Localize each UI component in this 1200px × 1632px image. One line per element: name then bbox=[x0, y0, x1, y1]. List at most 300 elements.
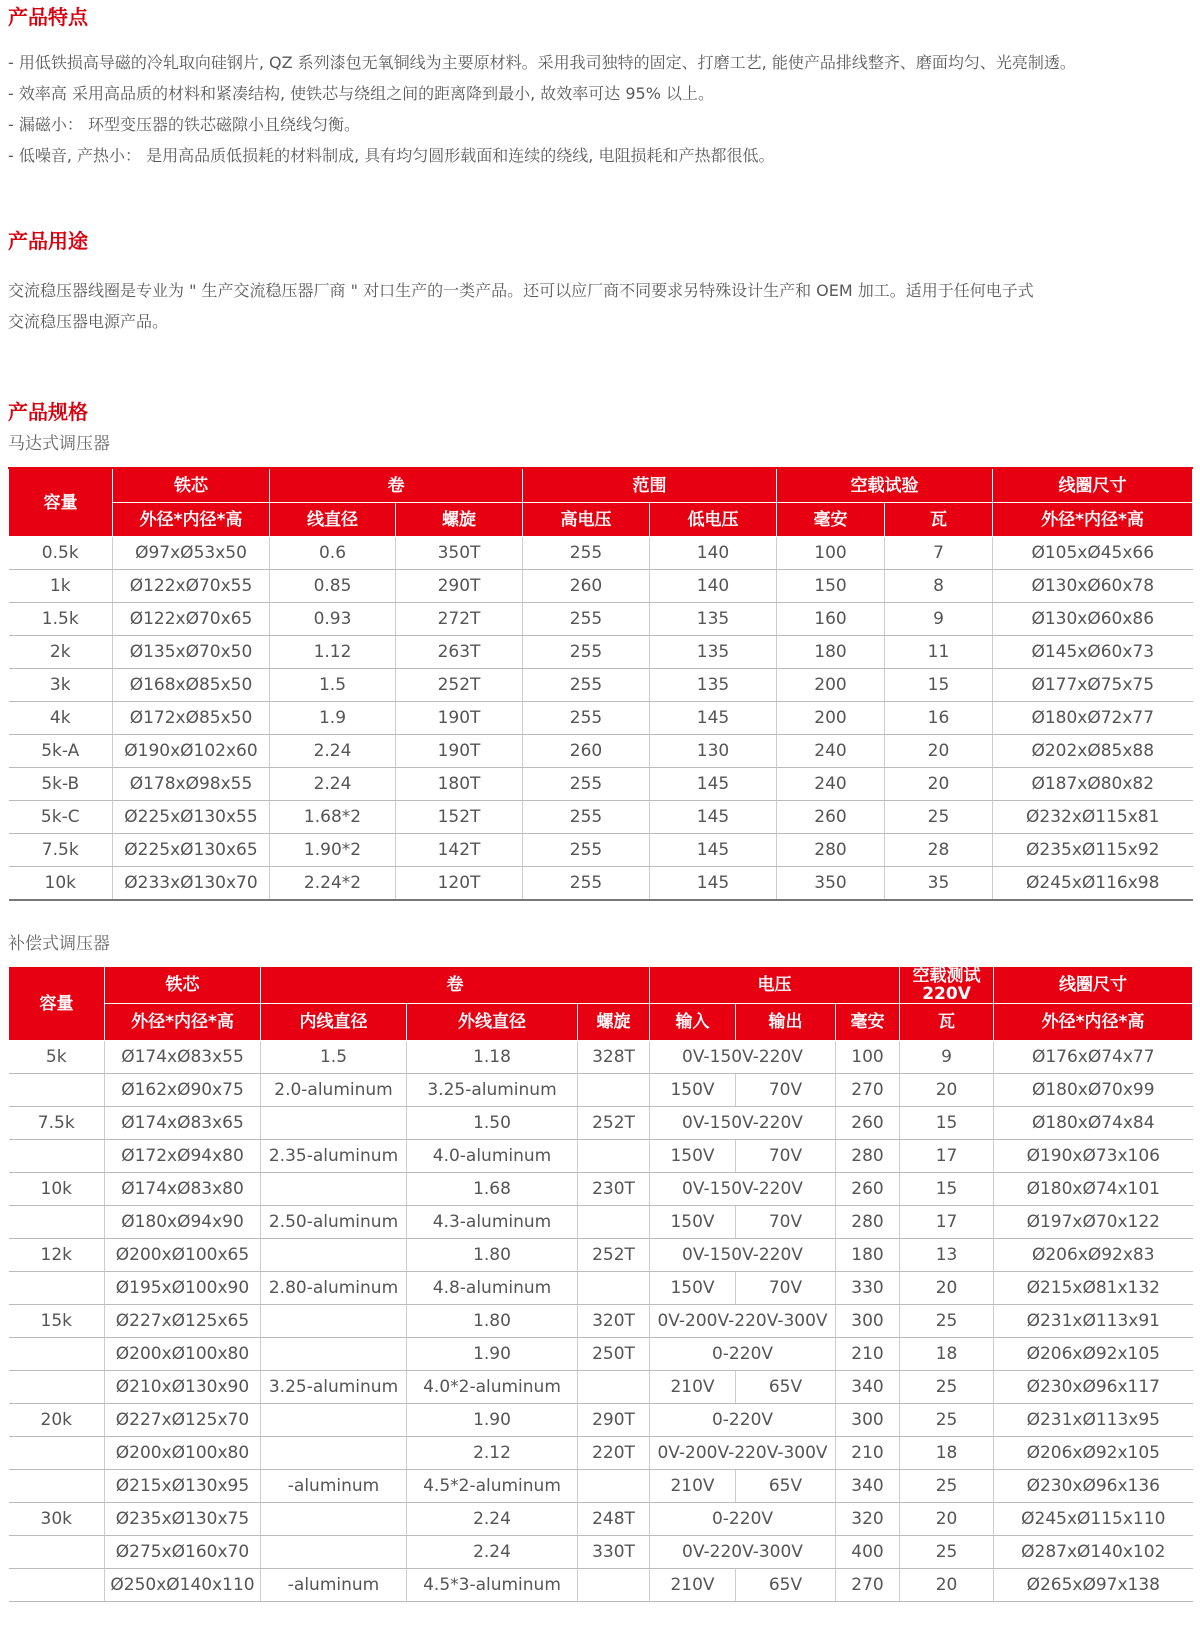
low-voltage-cell: 140 bbox=[650, 570, 777, 603]
header-noload-line2: 220V bbox=[922, 984, 971, 1004]
header-coil-size: 线圈尺寸 bbox=[993, 468, 1193, 503]
inner-wire-cell bbox=[261, 1437, 407, 1470]
header-coil-dim: 外径*内径*高 bbox=[994, 1004, 1193, 1041]
header-turns: 螺旋 bbox=[578, 1004, 650, 1041]
table-row bbox=[9, 1371, 1193, 1404]
low-voltage-cell: 135 bbox=[650, 636, 777, 669]
outer-wire-cell: 1.68 bbox=[407, 1173, 578, 1206]
high-voltage-cell: 255 bbox=[523, 801, 650, 834]
voltage-range-cell: 0V-150V-220V bbox=[650, 1107, 836, 1140]
inner-wire-cell: 2.50-aluminum bbox=[261, 1206, 407, 1239]
core-dim-cell: Ø174xØ83x80 bbox=[105, 1173, 261, 1206]
high-voltage-cell: 255 bbox=[523, 702, 650, 735]
capacity-cell: 20k bbox=[9, 1404, 105, 1437]
table-row bbox=[9, 1074, 1193, 1107]
header-noload-line1: 空载测试 bbox=[912, 966, 981, 986]
table-row bbox=[9, 768, 1193, 801]
inner-wire-cell: 2.35-aluminum bbox=[261, 1140, 407, 1173]
coil-dim-cell: Ø180xØ70x99 bbox=[994, 1074, 1193, 1107]
inner-wire-cell: 2.0-aluminum bbox=[261, 1074, 407, 1107]
capacity-cell bbox=[9, 1470, 105, 1503]
core-dim-cell: Ø225xØ130x55 bbox=[113, 801, 270, 834]
coil-dim-cell: Ø245xØ116x98 bbox=[993, 867, 1193, 901]
outer-wire-cell: 3.25-aluminum bbox=[407, 1074, 578, 1107]
header-low-voltage: 低电压 bbox=[650, 503, 777, 537]
capacity-cell bbox=[9, 1536, 105, 1569]
outer-wire-cell: 2.24 bbox=[407, 1536, 578, 1569]
watt-cell: 8 bbox=[885, 570, 993, 603]
table-row bbox=[9, 1107, 1193, 1140]
capacity-cell: 0.5k bbox=[9, 537, 113, 570]
input-voltage-cell: 210V bbox=[650, 1569, 736, 1602]
wire-diameter-cell: 1.5 bbox=[270, 669, 396, 702]
capacity-cell: 5k-C bbox=[9, 801, 113, 834]
compensation-regulator-table bbox=[8, 966, 1193, 1602]
table-row bbox=[9, 1503, 1193, 1536]
core-dim-cell: Ø162xØ90x75 bbox=[105, 1074, 261, 1107]
output-voltage-cell: 65V bbox=[736, 1371, 836, 1404]
table-row bbox=[9, 1206, 1193, 1239]
outer-wire-cell: 4.5*3-aluminum bbox=[407, 1569, 578, 1602]
core-dim-cell: Ø210xØ130x90 bbox=[105, 1371, 261, 1404]
header-output: 输出 bbox=[736, 1004, 836, 1041]
header-coil-dim: 外径*内径*高 bbox=[993, 503, 1193, 537]
core-dim-cell: Ø172xØ85x50 bbox=[113, 702, 270, 735]
table2-caption: 补偿式调压器 bbox=[8, 934, 110, 954]
milliamp-cell: 280 bbox=[836, 1206, 900, 1239]
low-voltage-cell: 135 bbox=[650, 603, 777, 636]
milliamp-cell: 240 bbox=[777, 768, 885, 801]
milliamp-cell: 180 bbox=[777, 636, 885, 669]
milliamp-cell: 350 bbox=[777, 867, 885, 901]
inner-wire-cell bbox=[261, 1173, 407, 1206]
core-dim-cell: Ø174xØ83x65 bbox=[105, 1107, 261, 1140]
capacity-cell: 15k bbox=[9, 1305, 105, 1338]
header-high-voltage: 高电压 bbox=[523, 503, 650, 537]
header-milliamp: 毫安 bbox=[836, 1004, 900, 1041]
core-dim-cell: Ø178xØ98x55 bbox=[113, 768, 270, 801]
usage-text bbox=[8, 275, 1192, 337]
low-voltage-cell: 145 bbox=[650, 768, 777, 801]
header-watt: 瓦 bbox=[900, 1004, 994, 1041]
input-voltage-cell: 150V bbox=[650, 1140, 736, 1173]
table-row bbox=[9, 1404, 1193, 1437]
header-noload-test bbox=[900, 967, 994, 1004]
capacity-cell bbox=[9, 1569, 105, 1602]
turns-cell bbox=[578, 1569, 650, 1602]
milliamp-cell: 100 bbox=[777, 537, 885, 570]
milliamp-cell: 340 bbox=[836, 1470, 900, 1503]
table-row bbox=[9, 735, 1193, 768]
coil-dim-cell: Ø180xØ72x77 bbox=[993, 702, 1193, 735]
motor-regulator-table bbox=[8, 467, 1193, 901]
core-dim-cell: Ø135xØ70x50 bbox=[113, 636, 270, 669]
core-dim-cell: Ø233xØ130x70 bbox=[113, 867, 270, 901]
milliamp-cell: 260 bbox=[836, 1107, 900, 1140]
core-dim-cell: Ø227xØ125x65 bbox=[105, 1305, 261, 1338]
watt-cell: 16 bbox=[885, 702, 993, 735]
milliamp-cell: 260 bbox=[836, 1173, 900, 1206]
watt-cell: 7 bbox=[885, 537, 993, 570]
turns-cell: 320T bbox=[578, 1305, 650, 1338]
outer-wire-cell: 1.80 bbox=[407, 1239, 578, 1272]
feature-item: - 漏磁小： 环型变压器的铁芯磁隙小且绕线匀衡。 bbox=[8, 115, 360, 134]
milliamp-cell: 270 bbox=[836, 1569, 900, 1602]
coil-dim-cell: Ø235xØ115x92 bbox=[993, 834, 1193, 867]
core-dim-cell: Ø200xØ100x80 bbox=[105, 1338, 261, 1371]
core-dim-cell: Ø174xØ83x55 bbox=[105, 1041, 261, 1074]
milliamp-cell: 340 bbox=[836, 1371, 900, 1404]
high-voltage-cell: 260 bbox=[523, 570, 650, 603]
coil-dim-cell: Ø265xØ97x138 bbox=[994, 1569, 1193, 1602]
capacity-cell bbox=[9, 1206, 105, 1239]
coil-dim-cell: Ø230xØ96x117 bbox=[994, 1371, 1193, 1404]
voltage-range-cell: 0V-150V-220V bbox=[650, 1041, 836, 1074]
coil-dim-cell: Ø190xØ73x106 bbox=[994, 1140, 1193, 1173]
watt-cell: 15 bbox=[900, 1107, 994, 1140]
watt-cell: 20 bbox=[900, 1272, 994, 1305]
header-core: 铁芯 bbox=[105, 967, 261, 1004]
watt-cell: 25 bbox=[900, 1305, 994, 1338]
turns-cell: 263T bbox=[396, 636, 523, 669]
watt-cell: 15 bbox=[885, 669, 993, 702]
core-dim-cell: Ø200xØ100x65 bbox=[105, 1239, 261, 1272]
table-row bbox=[9, 1173, 1193, 1206]
low-voltage-cell: 145 bbox=[650, 702, 777, 735]
table-row bbox=[9, 867, 1193, 901]
header-core-dim: 外径*内径*高 bbox=[105, 1004, 261, 1041]
milliamp-cell: 320 bbox=[836, 1503, 900, 1536]
voltage-range-cell: 0-220V bbox=[650, 1338, 836, 1371]
high-voltage-cell: 255 bbox=[523, 867, 650, 901]
header-noload-test: 空载试验 bbox=[777, 468, 993, 503]
watt-cell: 25 bbox=[900, 1371, 994, 1404]
turns-cell: 220T bbox=[578, 1437, 650, 1470]
header-watt: 瓦 bbox=[885, 503, 993, 537]
inner-wire-cell: -aluminum bbox=[261, 1569, 407, 1602]
capacity-cell: 1k bbox=[9, 570, 113, 603]
header-turns: 螺旋 bbox=[396, 503, 523, 537]
core-dim-cell: Ø172xØ94x80 bbox=[105, 1140, 261, 1173]
feature-item: - 效率高 采用高品质的材料和紧凑结构, 使铁芯与绕组之间的距离降到最小, 故效率可达 95% 以上。 bbox=[8, 84, 715, 103]
table-row bbox=[9, 1272, 1193, 1305]
watt-cell: 18 bbox=[900, 1437, 994, 1470]
watt-cell: 35 bbox=[885, 867, 993, 901]
voltage-range-cell: 0V-220V-300V bbox=[650, 1536, 836, 1569]
capacity-cell bbox=[9, 1437, 105, 1470]
milliamp-cell: 280 bbox=[777, 834, 885, 867]
header-milliamp: 毫安 bbox=[777, 503, 885, 537]
features-title: 产品特点 bbox=[8, 5, 88, 29]
inner-wire-cell bbox=[261, 1107, 407, 1140]
core-dim-cell: Ø195xØ100x90 bbox=[105, 1272, 261, 1305]
coil-dim-cell: Ø231xØ113x95 bbox=[994, 1404, 1193, 1437]
milliamp-cell: 150 bbox=[777, 570, 885, 603]
turns-cell: 248T bbox=[578, 1503, 650, 1536]
high-voltage-cell: 255 bbox=[523, 537, 650, 570]
turns-cell: 330T bbox=[578, 1536, 650, 1569]
table-row bbox=[9, 537, 1193, 570]
table-row bbox=[9, 570, 1193, 603]
inner-wire-cell: 1.5 bbox=[261, 1041, 407, 1074]
specs-title: 产品规格 bbox=[8, 400, 88, 424]
coil-dim-cell: Ø245xØ115x110 bbox=[994, 1503, 1193, 1536]
coil-dim-cell: Ø176xØ74x77 bbox=[994, 1041, 1193, 1074]
capacity-cell: 7.5k bbox=[9, 834, 113, 867]
turns-cell: 252T bbox=[396, 669, 523, 702]
turns-cell: 180T bbox=[396, 768, 523, 801]
watt-cell: 25 bbox=[885, 801, 993, 834]
high-voltage-cell: 255 bbox=[523, 603, 650, 636]
coil-dim-cell: Ø180xØ74x84 bbox=[994, 1107, 1193, 1140]
table-row bbox=[9, 702, 1193, 735]
capacity-cell: 1.5k bbox=[9, 603, 113, 636]
turns-cell bbox=[578, 1074, 650, 1107]
milliamp-cell: 400 bbox=[836, 1536, 900, 1569]
usage-title: 产品用途 bbox=[8, 229, 88, 253]
usage-line: 交流稳压器线圈是专业为 " 生产交流稳压器厂商 " 对口生产的一类产品。还可以应厂商不同要求另特殊设计生产和 OEM 加工。适用于任何电子式 bbox=[8, 281, 1034, 300]
outer-wire-cell: 1.90 bbox=[407, 1338, 578, 1371]
header-capacity: 容量 bbox=[9, 967, 105, 1041]
wire-diameter-cell: 2.24 bbox=[270, 768, 396, 801]
core-dim-cell: Ø225xØ130x65 bbox=[113, 834, 270, 867]
milliamp-cell: 260 bbox=[777, 801, 885, 834]
coil-dim-cell: Ø287xØ140x102 bbox=[994, 1536, 1193, 1569]
watt-cell: 17 bbox=[900, 1140, 994, 1173]
wire-diameter-cell: 1.90*2 bbox=[270, 834, 396, 867]
input-voltage-cell: 210V bbox=[650, 1470, 736, 1503]
milliamp-cell: 180 bbox=[836, 1239, 900, 1272]
watt-cell: 9 bbox=[885, 603, 993, 636]
inner-wire-cell bbox=[261, 1305, 407, 1338]
header-inner-wire: 内线直径 bbox=[261, 1004, 407, 1041]
turns-cell bbox=[578, 1470, 650, 1503]
milliamp-cell: 280 bbox=[836, 1140, 900, 1173]
turns-cell: 250T bbox=[578, 1338, 650, 1371]
milliamp-cell: 300 bbox=[836, 1305, 900, 1338]
coil-dim-cell: Ø187xØ80x82 bbox=[993, 768, 1193, 801]
header-capacity: 容量 bbox=[9, 468, 113, 537]
turns-cell bbox=[578, 1140, 650, 1173]
coil-dim-cell: Ø215xØ81x132 bbox=[994, 1272, 1193, 1305]
high-voltage-cell: 255 bbox=[523, 768, 650, 801]
milliamp-cell: 300 bbox=[836, 1404, 900, 1437]
coil-dim-cell: Ø230xØ96x136 bbox=[994, 1470, 1193, 1503]
table-row bbox=[9, 636, 1193, 669]
capacity-cell bbox=[9, 1371, 105, 1404]
features-list bbox=[8, 47, 1192, 171]
coil-dim-cell: Ø206xØ92x105 bbox=[994, 1437, 1193, 1470]
header-coil: 卷 bbox=[270, 468, 523, 503]
watt-cell: 11 bbox=[885, 636, 993, 669]
inner-wire-cell bbox=[261, 1239, 407, 1272]
output-voltage-cell: 70V bbox=[736, 1140, 836, 1173]
capacity-cell bbox=[9, 1140, 105, 1173]
core-dim-cell: Ø227xØ125x70 bbox=[105, 1404, 261, 1437]
wire-diameter-cell: 1.12 bbox=[270, 636, 396, 669]
low-voltage-cell: 135 bbox=[650, 669, 777, 702]
milliamp-cell: 100 bbox=[836, 1041, 900, 1074]
watt-cell: 9 bbox=[900, 1041, 994, 1074]
core-dim-cell: Ø200xØ100x80 bbox=[105, 1437, 261, 1470]
header-coil-size: 线圈尺寸 bbox=[994, 967, 1193, 1004]
header-input: 输入 bbox=[650, 1004, 736, 1041]
table-row bbox=[9, 1569, 1193, 1602]
turns-cell bbox=[578, 1272, 650, 1305]
inner-wire-cell: -aluminum bbox=[261, 1470, 407, 1503]
capacity-cell bbox=[9, 1272, 105, 1305]
table-row bbox=[9, 1305, 1193, 1338]
wire-diameter-cell: 0.85 bbox=[270, 570, 396, 603]
voltage-range-cell: 0V-200V-220V-300V bbox=[650, 1437, 836, 1470]
header-wire-diameter: 线直径 bbox=[270, 503, 396, 537]
coil-dim-cell: Ø206xØ92x105 bbox=[994, 1338, 1193, 1371]
milliamp-cell: 240 bbox=[777, 735, 885, 768]
table-row bbox=[9, 834, 1193, 867]
watt-cell: 15 bbox=[900, 1173, 994, 1206]
watt-cell: 20 bbox=[900, 1503, 994, 1536]
turns-cell: 252T bbox=[578, 1239, 650, 1272]
header-voltage: 电压 bbox=[650, 967, 900, 1004]
wire-diameter-cell: 0.6 bbox=[270, 537, 396, 570]
turns-cell: 272T bbox=[396, 603, 523, 636]
table-row bbox=[9, 669, 1193, 702]
inner-wire-cell bbox=[261, 1503, 407, 1536]
core-dim-cell: Ø168xØ85x50 bbox=[113, 669, 270, 702]
table1-caption: 马达式调压器 bbox=[8, 434, 110, 454]
turns-cell: 252T bbox=[578, 1107, 650, 1140]
coil-dim-cell: Ø206xØ92x83 bbox=[994, 1239, 1193, 1272]
low-voltage-cell: 145 bbox=[650, 834, 777, 867]
voltage-range-cell: 0V-200V-220V-300V bbox=[650, 1305, 836, 1338]
core-dim-cell: Ø122xØ70x65 bbox=[113, 603, 270, 636]
capacity-cell: 12k bbox=[9, 1239, 105, 1272]
core-dim-cell: Ø250xØ140x110 bbox=[105, 1569, 261, 1602]
outer-wire-cell: 2.12 bbox=[407, 1437, 578, 1470]
output-voltage-cell: 65V bbox=[736, 1569, 836, 1602]
usage-line: 交流稳压器电源产品。 bbox=[8, 312, 169, 331]
inner-wire-cell bbox=[261, 1404, 407, 1437]
voltage-range-cell: 0-220V bbox=[650, 1503, 836, 1536]
header-range: 范围 bbox=[523, 468, 777, 503]
inner-wire-cell bbox=[261, 1536, 407, 1569]
table-row bbox=[9, 1239, 1193, 1272]
wire-diameter-cell: 1.68*2 bbox=[270, 801, 396, 834]
core-dim-cell: Ø275xØ160x70 bbox=[105, 1536, 261, 1569]
watt-cell: 13 bbox=[900, 1239, 994, 1272]
output-voltage-cell: 70V bbox=[736, 1074, 836, 1107]
high-voltage-cell: 255 bbox=[523, 669, 650, 702]
feature-item: - 用低铁损高导磁的冷轧取向硅钢片, QZ 系列漆包无氧铜线为主要原材料。采用我司独特的固定、打磨工艺, 能使产品排线整齐、磨面均匀、光亮制透。 bbox=[8, 53, 1076, 72]
inner-wire-cell: 3.25-aluminum bbox=[261, 1371, 407, 1404]
watt-cell: 20 bbox=[900, 1074, 994, 1107]
watt-cell: 17 bbox=[900, 1206, 994, 1239]
turns-cell: 152T bbox=[396, 801, 523, 834]
table-row bbox=[9, 1041, 1193, 1074]
coil-dim-cell: Ø231xØ113x91 bbox=[994, 1305, 1193, 1338]
header-core: 铁芯 bbox=[113, 468, 270, 503]
capacity-cell: 5k-B bbox=[9, 768, 113, 801]
page-content bbox=[8, 0, 1192, 1602]
capacity-cell: 3k bbox=[9, 669, 113, 702]
outer-wire-cell: 4.0-aluminum bbox=[407, 1140, 578, 1173]
high-voltage-cell: 260 bbox=[523, 735, 650, 768]
core-dim-cell: Ø180xØ94x90 bbox=[105, 1206, 261, 1239]
milliamp-cell: 160 bbox=[777, 603, 885, 636]
header-outer-wire: 外线直径 bbox=[407, 1004, 578, 1041]
table-row bbox=[9, 1338, 1193, 1371]
voltage-range-cell: 0V-150V-220V bbox=[650, 1173, 836, 1206]
watt-cell: 28 bbox=[885, 834, 993, 867]
outer-wire-cell: 1.80 bbox=[407, 1305, 578, 1338]
turns-cell: 290T bbox=[396, 570, 523, 603]
motor-table-body bbox=[9, 537, 1193, 901]
output-voltage-cell: 70V bbox=[736, 1206, 836, 1239]
outer-wire-cell: 4.0*2-aluminum bbox=[407, 1371, 578, 1404]
turns-cell bbox=[578, 1206, 650, 1239]
capacity-cell: 30k bbox=[9, 1503, 105, 1536]
capacity-cell: 2k bbox=[9, 636, 113, 669]
outer-wire-cell: 1.90 bbox=[407, 1404, 578, 1437]
milliamp-cell: 210 bbox=[836, 1437, 900, 1470]
high-voltage-cell: 255 bbox=[523, 636, 650, 669]
feature-item: - 低噪音, 产热小： 是用高品质低损耗的材料制成, 具有均匀圆形载面和连续的绕线, 电阻损耗和产热都很低。 bbox=[8, 146, 775, 165]
capacity-cell bbox=[9, 1074, 105, 1107]
outer-wire-cell: 4.5*2-aluminum bbox=[407, 1470, 578, 1503]
watt-cell: 20 bbox=[900, 1569, 994, 1602]
header-core-dim: 外径*内径*高 bbox=[113, 503, 270, 537]
wire-diameter-cell: 0.93 bbox=[270, 603, 396, 636]
coil-dim-cell: Ø202xØ85x88 bbox=[993, 735, 1193, 768]
watt-cell: 25 bbox=[900, 1536, 994, 1569]
watt-cell: 18 bbox=[900, 1338, 994, 1371]
outer-wire-cell: 1.50 bbox=[407, 1107, 578, 1140]
coil-dim-cell: Ø130xØ60x86 bbox=[993, 603, 1193, 636]
coil-dim-cell: Ø180xØ74x101 bbox=[994, 1173, 1193, 1206]
turns-cell: 230T bbox=[578, 1173, 650, 1206]
input-voltage-cell: 150V bbox=[650, 1074, 736, 1107]
milliamp-cell: 270 bbox=[836, 1074, 900, 1107]
output-voltage-cell: 65V bbox=[736, 1470, 836, 1503]
milliamp-cell: 200 bbox=[777, 702, 885, 735]
turns-cell bbox=[578, 1371, 650, 1404]
wire-diameter-cell: 2.24 bbox=[270, 735, 396, 768]
low-voltage-cell: 145 bbox=[650, 867, 777, 901]
outer-wire-cell: 4.8-aluminum bbox=[407, 1272, 578, 1305]
coil-dim-cell: Ø177xØ75x75 bbox=[993, 669, 1193, 702]
low-voltage-cell: 130 bbox=[650, 735, 777, 768]
table-row bbox=[9, 1536, 1193, 1569]
compensation-table-body bbox=[9, 1041, 1193, 1602]
inner-wire-cell bbox=[261, 1338, 407, 1371]
turns-cell: 190T bbox=[396, 735, 523, 768]
inner-wire-cell: 2.80-aluminum bbox=[261, 1272, 407, 1305]
turns-cell: 350T bbox=[396, 537, 523, 570]
wire-diameter-cell: 2.24*2 bbox=[270, 867, 396, 901]
capacity-cell: 5k-A bbox=[9, 735, 113, 768]
coil-dim-cell: Ø232xØ115x81 bbox=[993, 801, 1193, 834]
low-voltage-cell: 140 bbox=[650, 537, 777, 570]
outer-wire-cell: 4.3-aluminum bbox=[407, 1206, 578, 1239]
table-row bbox=[9, 1470, 1193, 1503]
capacity-cell: 10k bbox=[9, 867, 113, 901]
core-dim-cell: Ø190xØ102x60 bbox=[113, 735, 270, 768]
watt-cell: 20 bbox=[885, 768, 993, 801]
capacity-cell: 7.5k bbox=[9, 1107, 105, 1140]
core-dim-cell: Ø215xØ130x95 bbox=[105, 1470, 261, 1503]
coil-dim-cell: Ø105xØ45x66 bbox=[993, 537, 1193, 570]
milliamp-cell: 200 bbox=[777, 669, 885, 702]
